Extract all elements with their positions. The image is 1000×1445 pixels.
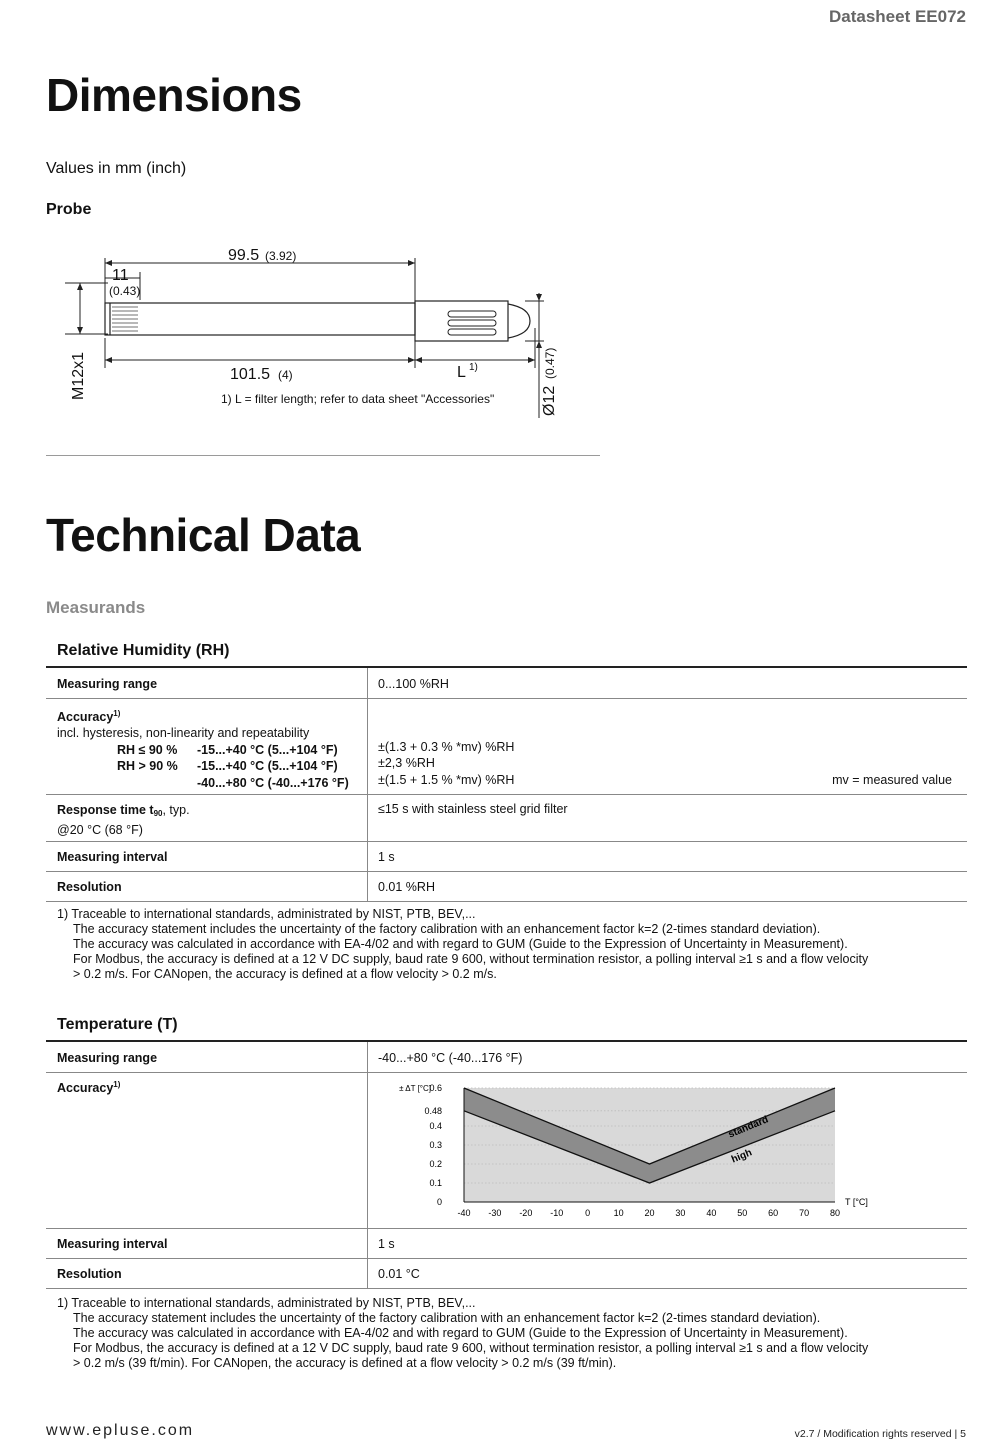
t-footnote-line-2: The accuracy statement includes the uncertainty of the factory calibration with an enhancement factor k=2 (2-times standard deviation). bbox=[73, 1311, 821, 1325]
t-footnote-line-3: The accuracy was calculated in accordance with EA-4/02 and with regard to GUM (Guide to the Expression of Uncertainty in Measurement). bbox=[73, 1326, 848, 1340]
rh-condition-1 bbox=[57, 742, 367, 759]
t-accuracy-sup: 1) bbox=[113, 1079, 121, 1089]
table-row bbox=[46, 871, 967, 901]
t-interval-label: Measuring interval bbox=[46, 1228, 368, 1258]
dim-body: 101.5 bbox=[230, 366, 271, 383]
dim-thread-length-inch: (0.43) bbox=[109, 284, 141, 298]
x-tick-label: 10 bbox=[613, 1207, 624, 1218]
footer-revision: v2.7 / Modification rights reserved | 5 bbox=[794, 1428, 966, 1440]
y-tick-label: 0.4 bbox=[429, 1120, 442, 1131]
t-resolution-value: 0.01 °C bbox=[368, 1258, 968, 1288]
rh-accuracy-values bbox=[368, 698, 968, 794]
probe-drawing bbox=[60, 238, 580, 423]
rh-cond-1-temp: -15...+40 °C (5...+104 °F) bbox=[197, 742, 338, 757]
diameter-spec: Ø12 bbox=[541, 385, 558, 416]
x-tick-label: 40 bbox=[706, 1207, 717, 1218]
t-resolution-label: Resolution bbox=[46, 1258, 368, 1288]
x-tick-label: 50 bbox=[737, 1207, 748, 1218]
rh-response-sub: 90 bbox=[153, 808, 163, 818]
values-note: Values in mm (inch) bbox=[46, 160, 187, 177]
rh-resolution-value: 0.01 %RH bbox=[368, 871, 968, 901]
rh-response-value: ≤15 s with stainless steel grid filter bbox=[368, 794, 968, 841]
rh-condition-2 bbox=[57, 758, 367, 775]
x-tick-label: 60 bbox=[768, 1207, 779, 1218]
section-divider bbox=[46, 455, 600, 456]
rh-interval-value: 1 s bbox=[368, 841, 968, 871]
rh-cond-1-rh: RH ≤ 90 % bbox=[117, 742, 178, 757]
thread-spec: M12x1 bbox=[70, 351, 87, 400]
rh-footnote-line-5: > 0.2 m/s. For CANopen, the accuracy is defined at a flow velocity > 0.2 m/s. bbox=[73, 967, 497, 981]
table-row bbox=[46, 698, 967, 794]
rh-response-typ: , typ. bbox=[162, 802, 190, 817]
mv-note: mv = measured value bbox=[832, 772, 952, 787]
t-accuracy-cell bbox=[46, 1072, 368, 1228]
rh-acc-value-2: ±2,3 %RH bbox=[378, 756, 435, 770]
rh-acc-value-1: ±(1.3 + 0.3 % *mv) %RH bbox=[378, 739, 515, 754]
y-tick-label: 0 bbox=[436, 1196, 442, 1207]
dim-thread-length: 11 bbox=[112, 267, 129, 284]
y-tick-label: 0.1 bbox=[429, 1177, 442, 1188]
x-tick-label: 70 bbox=[799, 1207, 810, 1218]
table-row bbox=[46, 1072, 967, 1228]
t-range-label: Measuring range bbox=[46, 1041, 368, 1072]
table-row bbox=[46, 841, 967, 871]
table-row bbox=[46, 667, 967, 698]
dim-filter-sup: 1) bbox=[469, 362, 478, 373]
t-range-value: -40...+80 °C (-40...176 °F) bbox=[368, 1041, 968, 1072]
rh-accuracy-sup: 1) bbox=[113, 708, 121, 718]
t-interval-value: 1 s bbox=[368, 1228, 968, 1258]
dim-overall: 99.5 bbox=[228, 247, 260, 264]
rh-accuracy-cell bbox=[46, 698, 368, 794]
probe-label: Probe bbox=[46, 201, 92, 218]
rh-acc-value-3: ±(1.5 + 1.5 % *mv) %RH bbox=[378, 772, 515, 787]
x-tick-label: 80 bbox=[829, 1207, 841, 1218]
rh-section-title: Relative Humidity (RH) bbox=[57, 642, 230, 659]
series-label-standard: standard bbox=[726, 1113, 771, 1140]
rh-cond-3-temp: -40...+80 °C (-40...+176 °F) bbox=[197, 775, 349, 790]
rh-resolution-label: Resolution bbox=[46, 871, 368, 901]
rh-range-value: 0...100 %RH bbox=[368, 667, 968, 698]
rh-interval-label: Measuring interval bbox=[46, 841, 368, 871]
measurands-heading: Measurands bbox=[46, 598, 146, 617]
table-row bbox=[46, 1228, 967, 1258]
rh-footnote-line-3: The accuracy was calculated in accordance with EA-4/02 and with regard to GUM (Guide to the Expression of Uncertainty in Measurement). bbox=[73, 937, 848, 951]
y-tick-label: 0.48 bbox=[424, 1105, 442, 1116]
table-row bbox=[46, 1258, 967, 1288]
rh-footnote-line-4: For Modbus, the accuracy is defined at a 12 V DC supply, baud rate 9 600, without termination resistor, a polling interval ≥1 s and a flow velocity bbox=[73, 952, 869, 966]
x-tick-label: 0 bbox=[585, 1207, 591, 1218]
y-tick-label: 0.2 bbox=[429, 1158, 442, 1169]
x-tick-label: -40 bbox=[457, 1207, 471, 1218]
rh-accuracy-incl: incl. hysteresis, non-linearity and repeatability bbox=[57, 726, 310, 741]
drawing-footnote: 1) L = filter length; refer to data sheet "Accessories" bbox=[221, 392, 495, 406]
dim-filter: L bbox=[457, 364, 466, 381]
x-tick-label: -30 bbox=[488, 1207, 502, 1218]
rh-range-label: Measuring range bbox=[46, 667, 368, 698]
rh-response-label: Response time t bbox=[57, 802, 154, 817]
table-row bbox=[46, 794, 967, 841]
t-footnote bbox=[57, 1296, 868, 1371]
x-tick-label: 20 bbox=[644, 1207, 655, 1218]
x-tick-label: -10 bbox=[550, 1207, 564, 1218]
y-tick-label: 0.3 bbox=[429, 1139, 442, 1150]
rh-response-cell bbox=[46, 794, 368, 841]
rh-footnote bbox=[57, 907, 868, 982]
x-axis-label: T [°C] bbox=[845, 1196, 868, 1207]
dimensions-heading: Dimensions bbox=[46, 69, 302, 121]
t-footnote-line-4: For Modbus, the accuracy is defined at a 12 V DC supply, baud rate 9 600, without termination resistor, a polling interval ≥1 s and a flow velocity bbox=[73, 1341, 869, 1355]
rh-spec-table bbox=[46, 666, 967, 902]
temperature-section-title: Temperature (T) bbox=[57, 1016, 178, 1033]
datasheet-title: Datasheet EE072 bbox=[828, 7, 966, 26]
t-footnote-line-1: 1) Traceable to international standards, administrated by NIST, PTB, BEV,... bbox=[57, 1296, 476, 1310]
t-footnote-line-5: > 0.2 m/s (39 ft/min). For CANopen, the accuracy is defined at a flow velocity > 0.2 m/s (39 ft/min). bbox=[73, 1356, 617, 1370]
t-accuracy-chart-cell bbox=[368, 1072, 968, 1228]
footer-url[interactable]: www.epluse.com bbox=[46, 1422, 195, 1439]
rh-cond-2-rh: RH > 90 % bbox=[117, 759, 178, 774]
rh-cond-2-temp: -15...+40 °C (5...+104 °F) bbox=[197, 759, 338, 774]
t-accuracy-label: Accuracy bbox=[57, 1080, 114, 1095]
x-tick-label: 30 bbox=[675, 1207, 686, 1218]
rh-footnote-line-2: The accuracy statement includes the uncertainty of the factory calibration with an enhancement factor k=2 (2-times standard deviation). bbox=[73, 922, 821, 936]
x-tick-label: -20 bbox=[519, 1207, 533, 1218]
technical-data-heading: Technical Data bbox=[46, 509, 361, 561]
temperature-accuracy-chart bbox=[372, 1077, 892, 1225]
dim-body-inch: (4) bbox=[278, 368, 293, 382]
rh-response-cond: @20 °C (68 °F) bbox=[57, 822, 143, 837]
rh-condition-3 bbox=[57, 775, 367, 792]
dim-overall-inch: (3.92) bbox=[265, 249, 297, 263]
rh-accuracy-label: Accuracy bbox=[57, 709, 114, 724]
y-tick-label: 0.6 bbox=[429, 1082, 442, 1093]
rh-footnote-line-1: 1) Traceable to international standards, administrated by NIST, PTB, BEV,... bbox=[57, 907, 476, 921]
temperature-spec-table bbox=[46, 1040, 967, 1289]
y-axis-label: ± ΔT [°C] bbox=[399, 1083, 431, 1093]
series-label-high: high bbox=[729, 1146, 754, 1165]
table-row bbox=[46, 1041, 967, 1072]
diameter-spec-inch: (0.47) bbox=[543, 347, 557, 379]
